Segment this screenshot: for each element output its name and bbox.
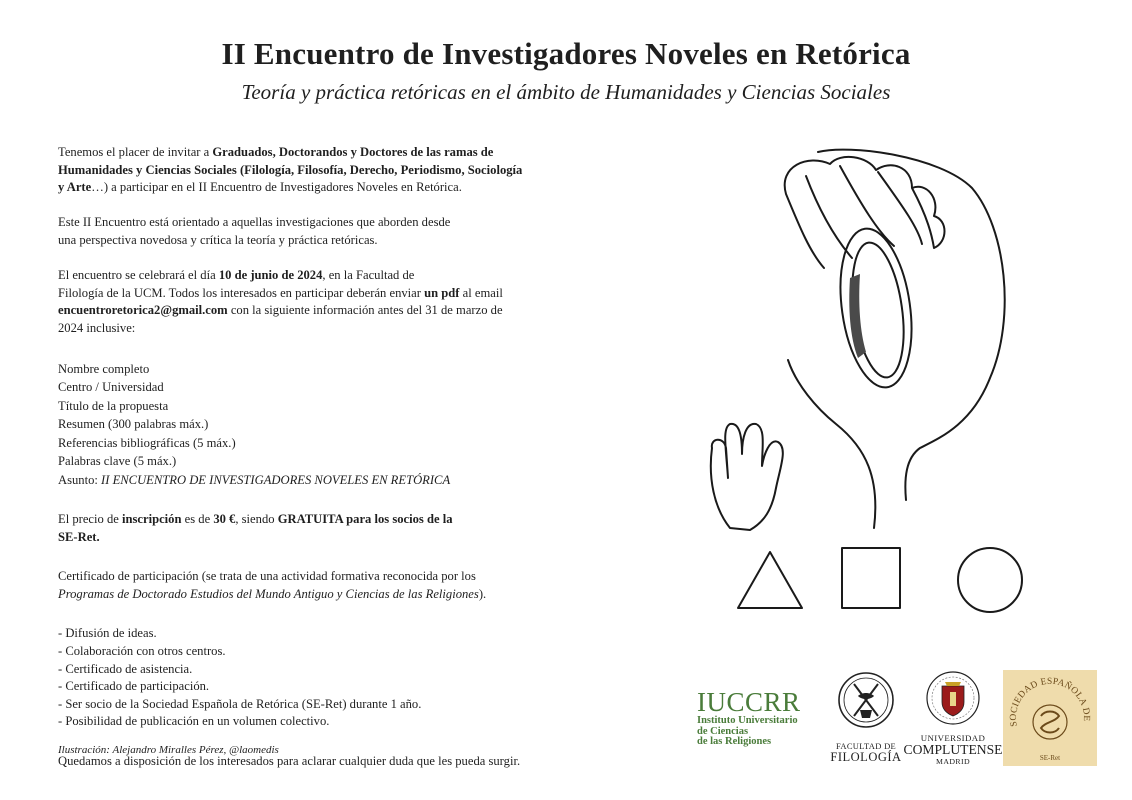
logo-text: FILOLOGÍA [830,750,902,764]
head-outline [785,150,1005,500]
text: con la siguiente información antes del 31 de marzo de [227,303,503,318]
focus-paragraph [58,214,538,249]
list-item: - Ser socio de la Sociedad Española de Retórica (SE-Ret) durante 1 año. [58,696,422,711]
logo-text: SE-Ret [1039,754,1061,762]
price-value: 30 € [213,512,236,527]
text: Tenemos el placer de invitar a [58,145,213,159]
closing-paragraph: Quedamos a disposición de los interesados para aclarar cualquier duda que les pueda surgir. [58,753,521,768]
list-item: Palabras clave (5 máx.) [58,454,177,469]
line-illustration [690,148,1050,628]
text: Este II Encuentro está orientado a aquellas investigaciones que aborden desde [58,215,451,230]
eye-shadow [849,274,866,358]
logo-text: Instituto Universitario [697,715,798,726]
text: es de [181,512,214,527]
text: …) a participar en el II Encuentro de Investigadores Noveles en Retórica. [91,180,462,195]
text: Certificado de participación (se trata de una actividad formativa reconocida por los [58,569,476,584]
invitation-paragraph [58,144,538,197]
list-item [58,471,538,490]
text-bold: un pdf [424,285,460,300]
square-shape [842,548,900,608]
text: una perspectiva novedosa y crítica la teoría y práctica retóricas. [58,232,378,247]
certificate-paragraph [58,568,538,603]
list-item: Título de la propuesta [58,398,169,413]
text: , en la Facultad de [322,268,415,283]
benefits-list [58,625,538,731]
logo-text: IUCCRR [697,687,801,717]
logo-text: COMPLUTENSE [903,742,1003,757]
text-italic: Programas de Doctorado Estudios del Mundo Antiguo y Ciencias de las Religiones [58,586,479,601]
neck-outline [788,360,875,528]
list-item: - Posibilidad de publicación en un volumen colectivo. [58,714,330,729]
ucm-crest-icon [925,670,981,728]
text: , siendo [235,512,278,527]
requirements-list [58,360,538,490]
logo-text: de las Religiones [697,736,772,747]
list-item: - Colaboración con otros centros. [58,644,226,658]
text: Asunto: [58,472,102,487]
email-subject: II ENCUENTRO DE INVESTIGADORES NOVELES EN RETÓRICA [101,472,451,487]
contact-email: encuentroretorica2@gmail.com [58,303,228,318]
text-bold: SE-Ret. [58,529,100,544]
list-item: Referencias bibliográficas (5 máx.) [58,435,236,450]
text: El precio de [58,512,122,527]
logo-ring-text: SOCIEDAD ESPAÑOLA DE [1008,676,1092,728]
logo-text: UNIVERSIDAD [920,733,986,743]
text-bold: y Arte [58,180,92,195]
text: 2024 inclusive: [58,320,136,335]
text: El encuentro se celebrará el día [58,268,219,283]
list-item: - Certificado de asistencia. [58,661,193,676]
circle-shape [958,548,1022,612]
hand-outline [711,424,783,530]
filologia-emblem-icon [836,670,896,734]
invitation-text [58,144,538,771]
text-bold: Graduados, Doctorandos y Doctores de las ramas de [212,145,494,159]
logo-text: de Ciencias [697,725,749,737]
se-ret-logo [1003,670,1097,766]
text-bold: GRATUITA para los socios de la [277,512,453,527]
text: ). [478,586,487,601]
list-item: - Difusión de ideas. [58,626,157,641]
price-paragraph [58,511,538,546]
svg-text:SOCIEDAD ESPAÑOLA DE RETÓRICA [1003,670,1091,727]
list-item: - Certificado de participación. [58,679,210,694]
text-bold: inscripción [122,512,182,527]
page-title: II Encuentro de Investigadores Noveles en Retórica [221,36,911,71]
text-bold: (Filología, Filosofía, Derecho, Periodismo, Sociología [239,162,523,177]
facultad-filologia-logo [830,670,902,763]
triangle-shape [738,552,802,608]
text: al email [459,285,503,300]
page-subtitle: Teoría y práctica retóricas en el ámbito de Humanidades y Ciencias Sociales [241,80,891,104]
event-paragraph [58,267,538,337]
event-date: 10 de junio de 2024 [218,268,323,283]
list-item: Centro / Universidad [58,380,164,395]
iuccrr-logo [697,688,827,748]
logo-text: FACULTAD DE [836,741,896,751]
text-bold: Humanidades y Ciencias Sociales [58,162,237,177]
ucm-logo [903,670,1003,766]
se-ret-emblem-icon [1003,670,1097,766]
list-item: Nombre completo [58,361,150,376]
list-item: Resumen (300 palabras máx.) [58,417,209,432]
illustration-credit: Ilustración: Alejandro Miralles Pérez, @laomedis [58,744,279,756]
logo-text: MADRID [935,757,971,766]
text: Filología de la UCM. Todos los interesados en participar deberán enviar [58,285,425,300]
